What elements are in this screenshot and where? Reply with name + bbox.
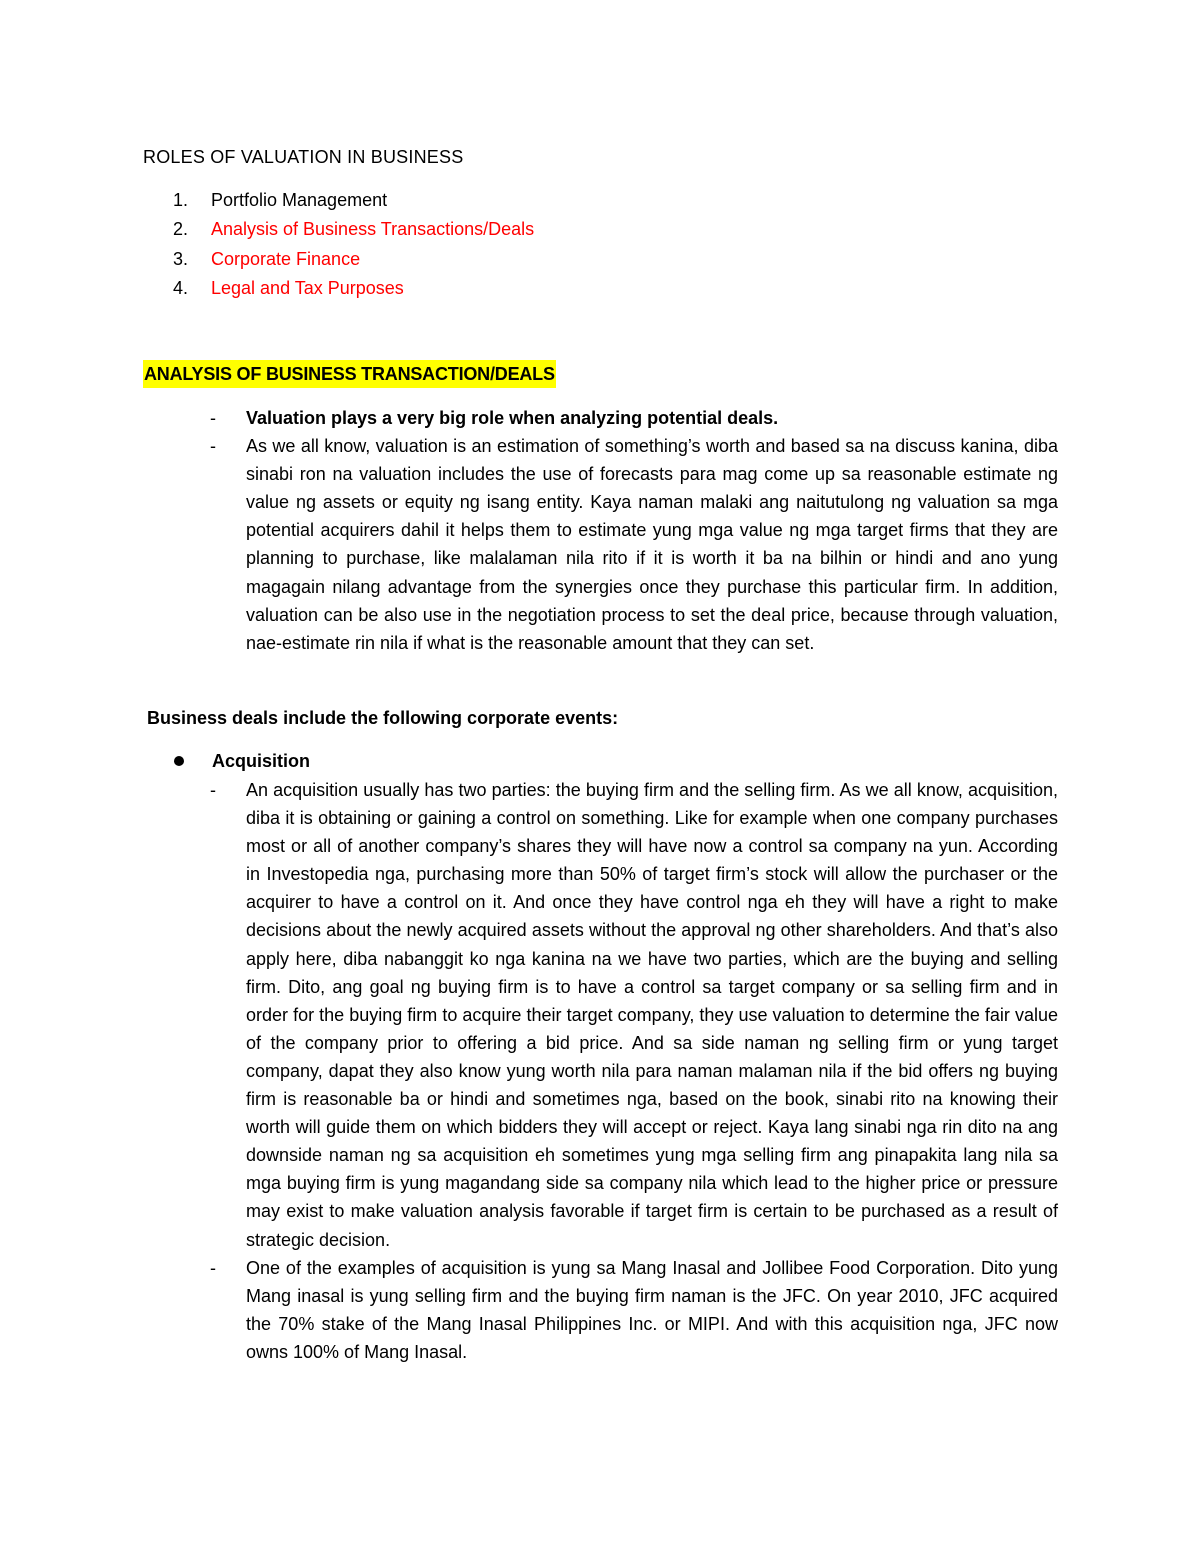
dash-marker: -	[210, 1257, 216, 1278]
point-text: One of the examples of acquisition is yung sa Mang Inasal and Jollibee Food Corporation. Dito yung Mang inasal is yung selling firm and the buying firm naman is the JFC. On year 2010, JFC acquired the 70% stake of the Mang Inasal Philippines Inc. or MIPI. And with this acquisition nga, JFC now owns 100% of Mang Inasal.	[246, 1257, 1058, 1362]
bullet-label: Acquisition	[212, 751, 310, 771]
dash-marker: -	[210, 780, 216, 800]
list-item-label: Corporate Finance	[211, 248, 361, 269]
point-text: As we all know, valuation is an estimation of something’s worth and based sa na discuss kanina, diba sinabi ron na valuation includes the use of forecasts para mag come up sa reasonable estimate ng value ng assets or equity ng isang entity. Kaya naman malaki ang naitutulong ng valuation sa mga potential acquirers dahil it helps them to estimate yung mga value ng mga target firms that they are planning to purchase, like malalaman nila rito if it is worth it ba na bilhin or hindi and ano yung magagain nilang advantage from the synergies once they purchase this particular firm. In addition, valuation can be also use in the negotiation process to set the deal price, because through valuation, nae-estimate rin nila if what is the reasonable amount that they can set.	[246, 436, 1058, 653]
list-item	[143, 245, 843, 274]
list-number: 2.	[173, 219, 189, 240]
section-heading: ANALYSIS OF BUSINESS TRANSACTION/DEALS	[143, 360, 556, 388]
list-item	[143, 215, 843, 244]
point-text: Valuation plays a very big role when analyzing potential deals.	[246, 408, 779, 428]
list-number: 3.	[173, 248, 189, 269]
roles-list	[143, 186, 843, 303]
list-item	[210, 1254, 1058, 1366]
list-item-label: Portfolio Management	[211, 190, 388, 210]
list-number: 1.	[173, 190, 189, 210]
dash-marker: -	[210, 408, 216, 428]
bullet-item	[172, 747, 310, 775]
acquisition-points	[210, 776, 1058, 1366]
list-item	[143, 274, 843, 303]
list-item	[143, 186, 843, 215]
list-item-label: Legal and Tax Purposes	[211, 277, 404, 298]
document-title: ROLES OF VALUATION IN BUSINESS	[143, 147, 464, 167]
list-item	[210, 776, 1058, 1254]
dash-marker: -	[210, 436, 216, 457]
bullet-icon	[174, 756, 184, 766]
list-item	[210, 404, 1058, 432]
list-item-label: Analysis of Business Transactions/Deals	[211, 219, 535, 240]
section-points	[210, 404, 1058, 657]
list-item	[210, 432, 1058, 657]
point-text: An acquisition usually has two parties: the buying firm and the selling firm. As we all know, acquisition, diba it is obtaining or gaining a control on something. Like for example when one company purchases most or all of another company’s shares they will have now a control sa company na yun. According in Investopedia nga, purchasing more than 50% of target firm’s stock will allow the purchaser or the acquirer to have a control on it. And once they have control nga eh they will have a right to make decisions about the newly acquired assets without the approval ng other shareholders. And that’s also apply here, diba nabanggit ko nga kanina na we have two parties, which are the buying and selling firm. Dito, ang goal ng buying firm is to have a control sa target company or sa selling firm and in order for the buying firm to acquire their target company, they use valuation to determine the fair value of the company prior to offering a bid price. And sa side naman ng selling firm or yung target company, dapat they also know yung worth nila para naman malaman nila if the bid offers ng buying firm is reasonable ba or hindi and sometimes nga, based on the book, sinabi rito na knowing their worth will guide them on which bidders they will accept or reject. Kaya lang sinabi nga rin dito na ang downside naman ng sa acquisition eh sometimes yung mga selling firm ang pinapakita lang nila sa mga buying firm is yung magandang side sa company nila which lead to the higher price or pressure may exist to make valuation analysis favorable if target firm is certain to be purchased as a result of strategic decision.	[246, 780, 1058, 1250]
list-number: 4.	[173, 277, 189, 298]
deals-intro: Business deals include the following corporate events:	[147, 708, 619, 728]
